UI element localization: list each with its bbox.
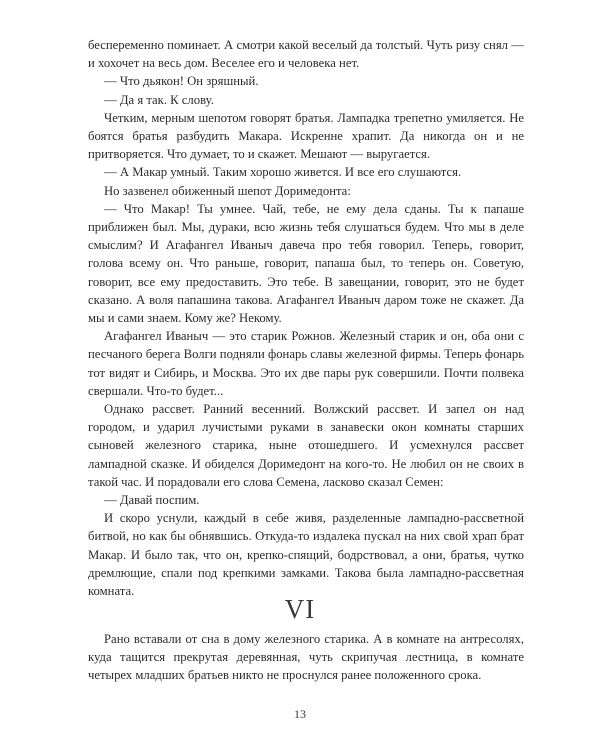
paragraph: — Да я так. К слову. (104, 92, 214, 107)
paragraph: Но зазвенел обиженный шепот Доримедонта: (104, 183, 351, 198)
paragraph: Четким, мерным шепотом говорят братья. Лампадка трепетно умиляется. Не боятся братья разбудить Макара. Искренне храпит. Да никогда он и не притворяется. Что думает, то и скажет. Мешают — выругается. (88, 110, 524, 162)
chapter-text-block (88, 630, 524, 685)
chapter-heading: VI (284, 594, 316, 624)
paragraph: — Что Макар! Ты умнее. Чай, тебе, не ему дела сданы. Ты к папаше приближен был. Мы, дураки, всю жизнь тебя слушаться будем. Что мы в деле смыслим? И Агафангел Иваныч давеча про тебя говорил. Теперь, говорит, голова всему он. Что раньше, говорит, папаша был, то теперь он. Советую, говорит, все ему предоставить. Это тебе. В завещании, говорит, это не будет сказано. А воля папашина такова. Агафангел Иваныч даром тоже не скажет. Да мы и сами знаем. Кому же? Некому. (88, 201, 524, 326)
paragraph: беспеременно поминает. А смотри какой веселый да толстый. Чуть ризу снял — и хохочет на весь дом. Веселее его и человека нет. (88, 38, 524, 71)
paragraph: — Давай поспим. (104, 493, 200, 508)
main-text-block (88, 36, 524, 600)
page-number: 13 (294, 707, 306, 721)
paragraph: Рано вставали от сна в дому железного старика. А в комнате на антресолях, куда тащится прекрутая деревянная, чуть скрипучая лестница, в комнате четырех младших братьев никто не проснулся ранее положенного срока. (88, 632, 524, 683)
paragraph: И скоро уснули, каждый в себе живя, разделенные лампадно-рассветной битвой, но как бы обнявшись. Откуда-то издалека пускал на них свой храп брат Макар. И было так, что он, крепко-спящий, бодрствовал, а они, братья, чутко дремлющие, спали под крепкими замками. Такова была лампадно-рассветная комната. (88, 511, 524, 599)
paragraph: — А Макар умный. Таким хорошо живется. И все его слушаются. (104, 165, 462, 180)
paragraph: Агафангел Иваныч — это старик Рожнов. Железный старик и он, оба они с песчаного берега Волги подняли фонарь славы железной фирмы. Теперь фонарь тот видят и Сибирь, и Москва. Это их две пары рук совершили. Почти полвека свершали. Что-то будет... (88, 329, 524, 398)
paragraph: — Что дьякон! Он зряшный. (104, 74, 259, 89)
paragraph: Однако рассвет. Ранний весенний. Волжский рассвет. И запел он над городом, и ударил лучистыми руками в занавески окон комнаты старших сыновей железного старика, ныне отошедшего. И усмехнулся рассвет лампадной сказке. И обиделся Доримедонт на кого-то. Не любил он не своих в такой час. И порадовали его слова Семена, ласково сказал Семен: (88, 402, 524, 489)
